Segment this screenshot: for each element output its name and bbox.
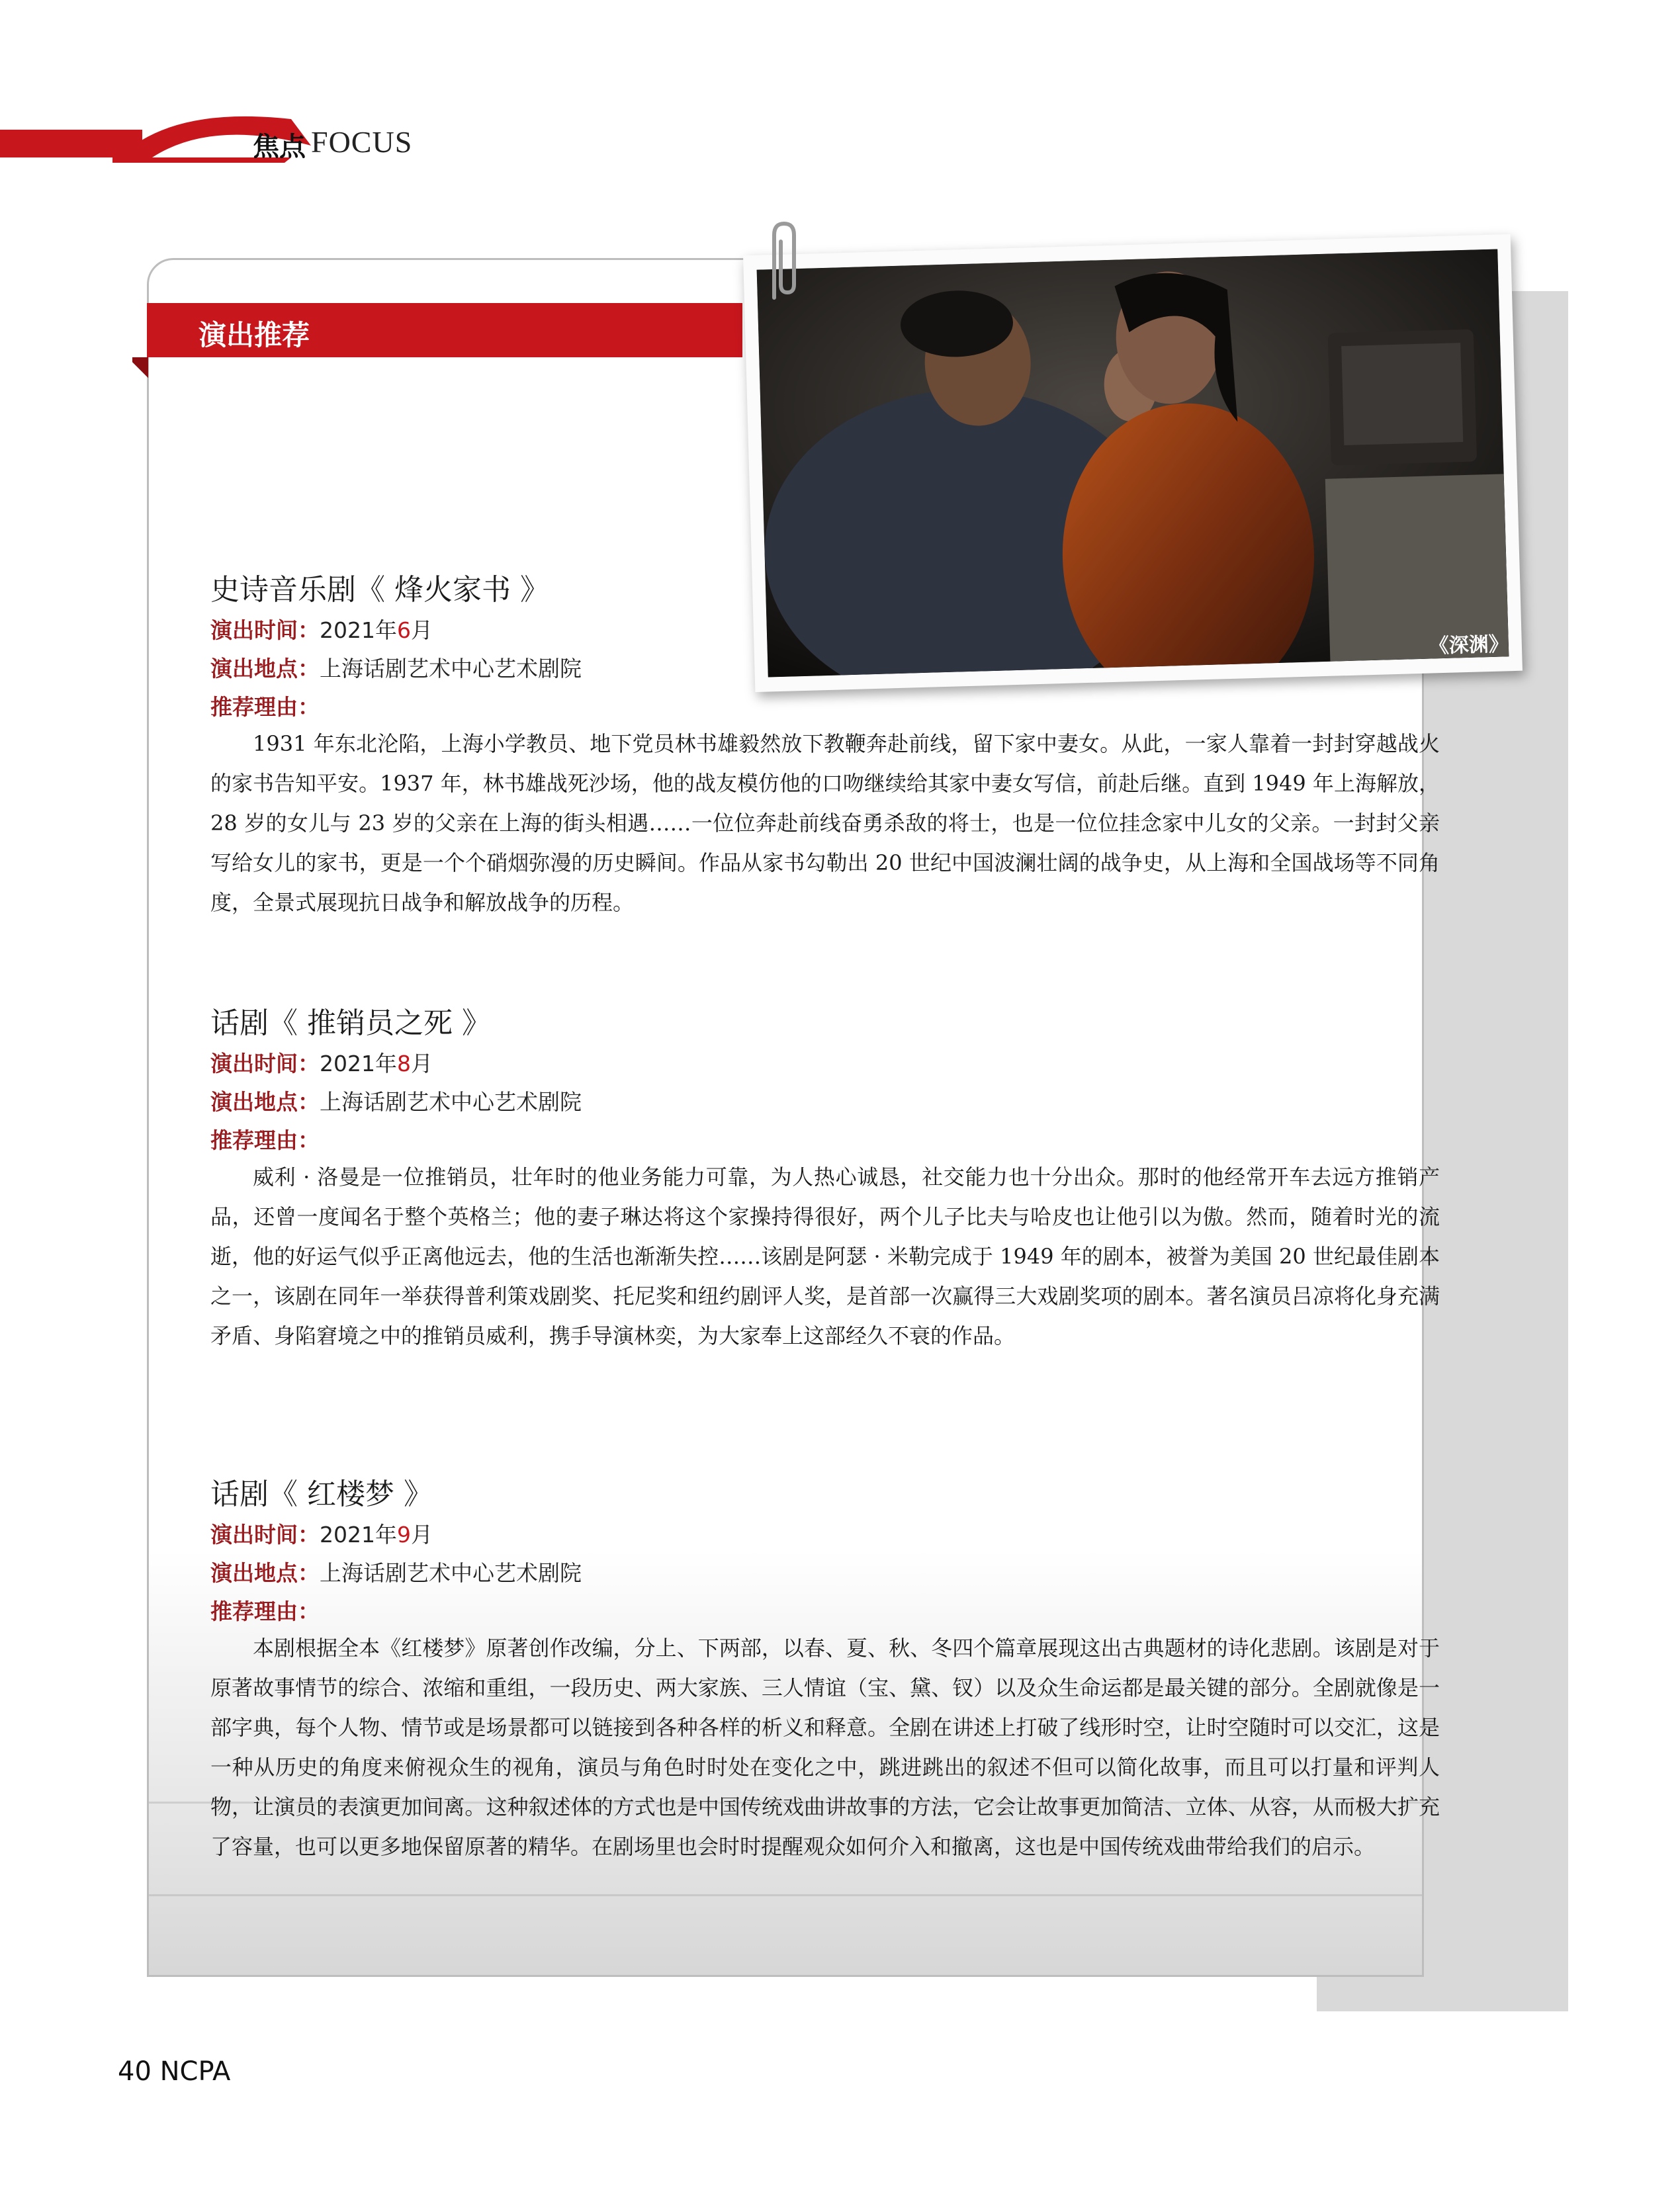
item-title: 话剧《 红楼梦 》 [210,1477,433,1511]
item-venue [210,1556,582,1587]
venue-value: 上海话剧艺术中心艺术剧院 [320,1089,582,1115]
date-suffix: 月 [410,1522,433,1548]
item-description: 本剧根据全本《红楼梦》原著创作改编，分上、下两部，以春、夏、秋、冬四个篇章展现这出古典题材的诗化悲剧。该剧是对于原著故事情节的综合、浓缩和重组，一段历史、两大家族、三人情谊（宝、黛、钗）以及众生命运都是最关键的部分。全剧就像是一部字典，每个人物、情节或是场景都可以链接到各种各样的析义和释意。全剧在讲述上打破了线形时空，让时空随时可以交汇，这是一种从历史的角度来俯视众生的视角，演员与角色时时处在变化之中，跳进跳出的叙述不但可以简化故事，而且可以打量和评判人物，让演员的表演更加间离。这种叙述体的方式也是中国传统戏曲讲故事的方法，它会让故事更加简洁、立体、从容，从而极大扩充了容量，也可以更多地保留原著的精华。在剧场里也会时时提醒观众如何介入和撤离，这也是中国传统戏曲带给我们的启示。 [210,1636,1440,1859]
stage-photo [757,249,1509,677]
section-tab-label: 演出推荐 [199,319,310,351]
item-time [210,613,433,644]
date-month: 8 [396,1051,411,1076]
time-label: 演出时间： [210,1051,320,1076]
header-section-cn: 焦点 [253,132,306,162]
venue-label: 演出地点： [210,656,320,681]
photo-caption: 《深渊》 [1429,633,1509,658]
reason-label: 推荐理由： [210,694,320,720]
item-title: 史诗音乐剧《 烽火家书 》 [210,573,549,607]
time-label: 演出时间： [210,1522,320,1548]
stage-line [149,1894,1422,1896]
date-prefix: 2021年 [320,1522,397,1548]
item-time [210,1518,433,1549]
item-description: 威利 · 洛曼是一位推销员，壮年时的他业务能力可靠，为人热心诚恳，社交能力也十分出众。那时的他经常开车去远方推销产品，还曾一度闻名于整个英格兰；他的妻子琳达将这个家操持得很好，两个儿子比夫与哈皮也让他引以为傲。然而，随着时光的流逝，他的好运气似乎正离他远去，他的生活也渐渐失控……该剧是阿瑟 · 米勒完成于 1949 年的剧本，被誉为美国 20 世纪最佳剧本之一，该剧在同年一举获得普利策戏剧奖、托尼奖和纽约剧评人奖，是首部一次赢得三大戏剧奖项的剧本。著名演员吕凉将化身充满矛盾、身陷窘境之中的推销员威利，携手导演林奕，为大家奉上这部经久不衰的作品。 [210,1164,1440,1348]
date-prefix: 2021年 [320,617,397,643]
venue-value: 上海话剧艺术中心艺术剧院 [320,1560,582,1586]
item-title: 话剧《 推销员之死 》 [210,1006,491,1040]
item-venue [210,1085,582,1116]
date-month: 6 [396,617,411,643]
date-prefix: 2021年 [320,1051,397,1076]
date-month: 9 [396,1522,411,1548]
item-description: 1931 年东北沦陷，上海小学教员、地下党员林书雄毅然放下教鞭奔赴前线，留下家中妻女。从此，一家人靠着一封封穿越战火的家书告知平安。1937 年，林书雄战死沙场，他的战友模仿他的口吻继续给其家中妻女写信，前赴后继。直到 1949 年上海解放，28 岁的女儿与 23 岁的父亲在上海的街头相遇……一位位奔赴前线奋勇杀敌的将士，也是一位位挂念家中儿女的父亲。一封封父亲写给女儿的家书，更是一个个硝烟弥漫的历史瞬间。作品从家书勾勒出 20 世纪中国波澜壮阔的战争史，从上海和全国战场等不同角度，全景式展现抗日战争和解放战争的历程。 [210,731,1440,915]
page-footer [118,2056,230,2087]
venue-value: 上海话剧艺术中心艺术剧院 [320,656,582,681]
reason-label: 推荐理由： [210,1598,320,1624]
venue-label: 演出地点： [210,1089,320,1115]
venue-label: 演出地点： [210,1560,320,1586]
item-time [210,1047,433,1078]
header-section-en: FOCUS [311,125,413,159]
paperclip-icon [754,218,814,304]
date-suffix: 月 [410,617,433,643]
section-tab-fold [132,357,148,382]
item-venue [210,652,582,683]
date-suffix: 月 [410,1051,433,1076]
reason-label: 推荐理由： [210,1127,320,1153]
featured-photo [743,234,1523,692]
page-number: 40 [118,2056,152,2087]
time-label: 演出时间： [210,617,320,643]
magazine-name: NCPA [159,2056,231,2087]
